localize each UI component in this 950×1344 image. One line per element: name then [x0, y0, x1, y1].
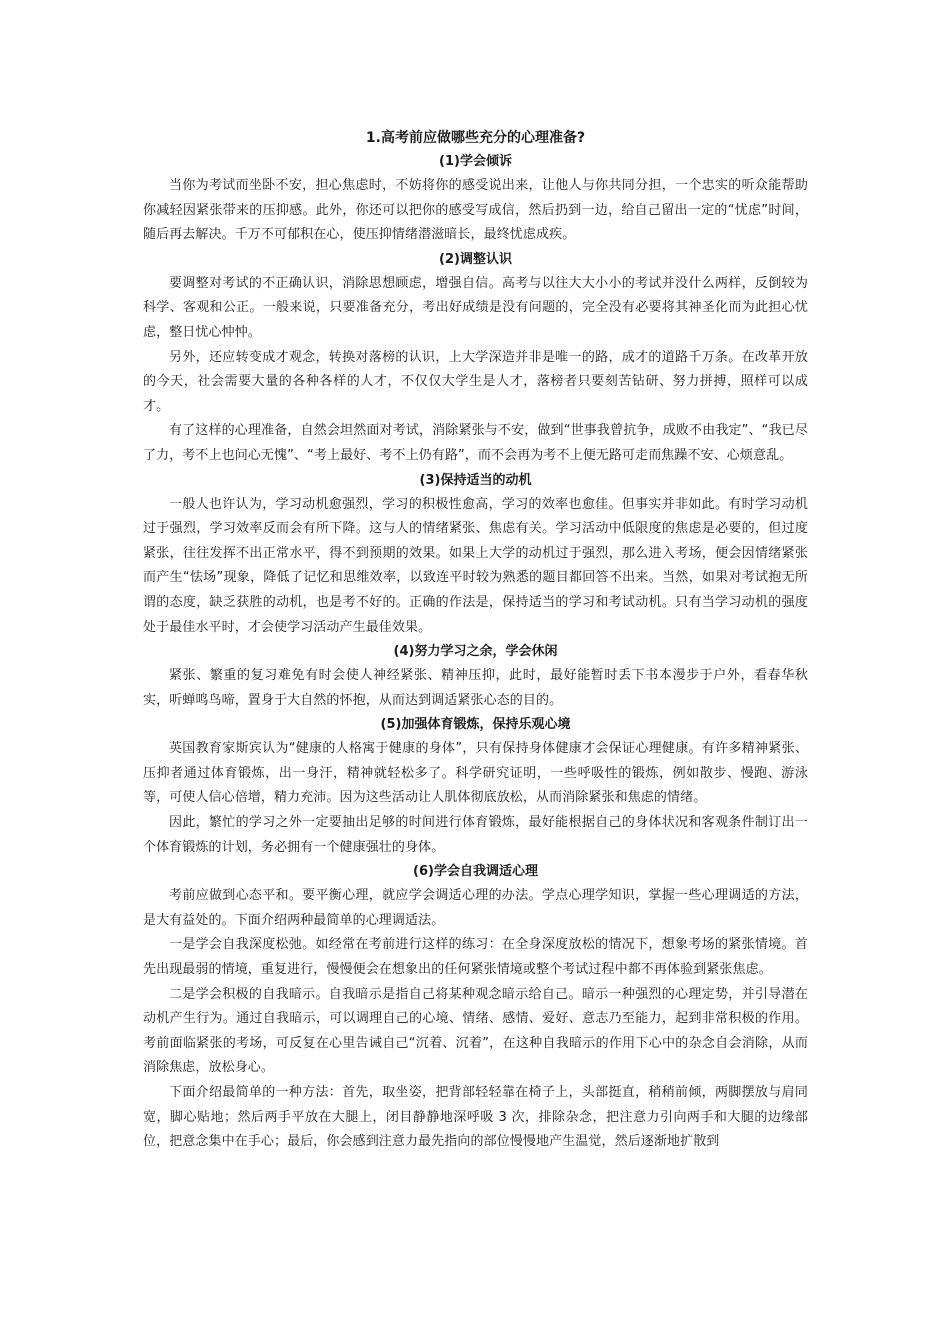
paragraph: 当你为考试而坐卧不安，担心焦虑时，不妨将你的感受说出来，让他人与你共同分担，一个忠实的听众能帮助你减轻因紧张带来的压抑感。此外，你还可以把你的感受写成信，然后扔到一边，给自己留出一定的“忧虑”时间，随后再去解决。千万不可郁积在心，使压抑情绪潜滋暗长，最终忧虑成疾。	[143, 178, 808, 243]
paragraph: 一般人也许认为，学习动机愈强烈，学习的积极性愈高，学习的效率也愈佳。但事实并非如此。有时学习动机过于强烈，学习效率反而会有所下降。这与人的情绪紧张、焦虑有关。学习活动中低限度的焦虑是必要的，但过度紧张，往往发挥不出正常水平，得不到预期的效果。如果上大学的动机过于强烈，那么进入考场，便会因情绪紧张而产生“怯场”现象，降低了记忆和思维效率，以致连平时较为熟悉的题目都回答不出来。当然，如果对考试抱无所谓的态度，缺乏获胜的动机，也是考不好的。正确的作法是，保持适当的学习和考试动机。只有当学习动机的强度处于最佳水平时，才会使学习活动产生最佳效果。	[143, 496, 808, 635]
paragraph: 另外，还应转变成才观念，转换对落榜的认识，上大学深造并非是唯一的路，成才的道路千万条。在改革开放的今天，社会需要大量的各种各样的人才，不仅仅大学生是人才，落榜者只要刻苦钻研、努力拼搏，照样可以成才。	[143, 349, 808, 414]
paragraph: 一是学会自我深度松弛。如经常在考前进行这样的练习：在全身深度放松的情况下，想象考场的紧张情境。首先出现最弱的情境，重复进行，慢慢便会在想象出的任何紧张情境或整个考试过程中都不再体验到紧张焦虑。	[143, 937, 808, 978]
section-heading: (1)学会倾诉	[439, 154, 512, 169]
paragraph: 下面介绍最简单的一种方法：首先，取坐姿，把背部轻轻靠在椅子上，头部挺直，稍稍前倾，两脚摆放与肩同宽，脚心贴地；然后两手平放在大腿上，闭目静静地深呼吸 3 次，排除杂念，把注意力引向两手和大腿的边缘部位，把意念集中在手心；最后，你会感到注意力最先指向的部位慢慢地产生温觉，然后逐渐地扩散到	[143, 1085, 808, 1150]
section-5	[143, 713, 808, 860]
document-page	[143, 122, 808, 1155]
section-heading: (6)学会自我调适心理	[413, 864, 538, 880]
section-2	[143, 248, 808, 469]
paragraph: 考前应做到心态平和。要平衡心理，就应学会调适心理的办法。学点心理学知识，掌握一些心理调适的方法，是大有益处的。下面介绍两种最简单的心理调适法。	[143, 888, 808, 928]
paragraph: 英国教育家斯宾认为“健康的人格寓于健康的身体”，只有保持身体健康才会保证心理健康。有许多精神紧张、压抑者通过体育锻炼，出一身汗，精神就轻松多了。科学研究证明，一些呼吸性的锻炼，例如散步、慢跑、游泳等，可使人信心倍增，精力充沛。因为这些活动让人肌体彻底放松，从而消除紧张和焦虑的情绪。	[143, 741, 808, 806]
section-3	[143, 469, 808, 641]
paragraph: 紧张、繁重的复习难免有时会使人神经紧张、精神压抑，此时，最好能暂时丢下书本漫步于户外，看春华秋实，听蝉鸣鸟啼，置身于大自然的怀抱，从而达到调适紧张心态的目的。	[143, 668, 808, 708]
document-title: 1.高考前应做哪些充分的心理准备?	[365, 130, 586, 146]
section-4	[143, 640, 808, 713]
paragraph: 二是学会积极的自我暗示。自我暗示是指自己将某种观念暗示给自己。暗示一种强烈的心理定势，并引导潜在动机产生行为。通过自我暗示，可以调理自己的心境、情绪、感情、爱好、意志乃至能力，起到非常积极的作用。考前面临紧张的考场，可反复在心里告诫自己“沉着、沉着”，在这种自我暗示的作用下心中的杂念自会消除，从而消除焦虑，放松身心。	[143, 986, 808, 1076]
section-heading: (3)保持适当的动机	[419, 472, 532, 488]
section-heading: (2)调整认识	[439, 251, 512, 267]
paragraph: 要调整对考试的不正确认识，消除思想顾虑，增强自信。高考与以往大大小小的考试并没什么两样，反倒较为科学、客观和公正。一般来说，只要准备充分，考出好成绩是没有问题的，完全没有必要将其神圣化而为此担心忧虑，整日忧心忡忡。	[143, 275, 808, 340]
section-6	[143, 860, 808, 1155]
paragraph: 因此，繁忙的学习之外一定要抽出足够的时间进行体育锻炼，最好能根据自己的身体状况和客观条件制订出一个体育锻炼的计划，务必拥有一个健康强壮的身体。	[143, 815, 808, 855]
section-heading: (5)加强体育锻炼，保持乐观心境	[380, 717, 571, 733]
section-1	[143, 150, 808, 248]
section-heading: (4)努力学习之余，学会休闲	[393, 644, 558, 660]
paragraph: 有了这样的心理准备，自然会坦然面对考试，消除紧张与不安，做到“世事我曾抗争，成败不由我定”、“我已尽了力，考不上也问心无愧”、“考上最好、考不上仍有路”，而不会再为考不上便无路可走而焦躁不安、心烦意乱。	[143, 423, 808, 463]
